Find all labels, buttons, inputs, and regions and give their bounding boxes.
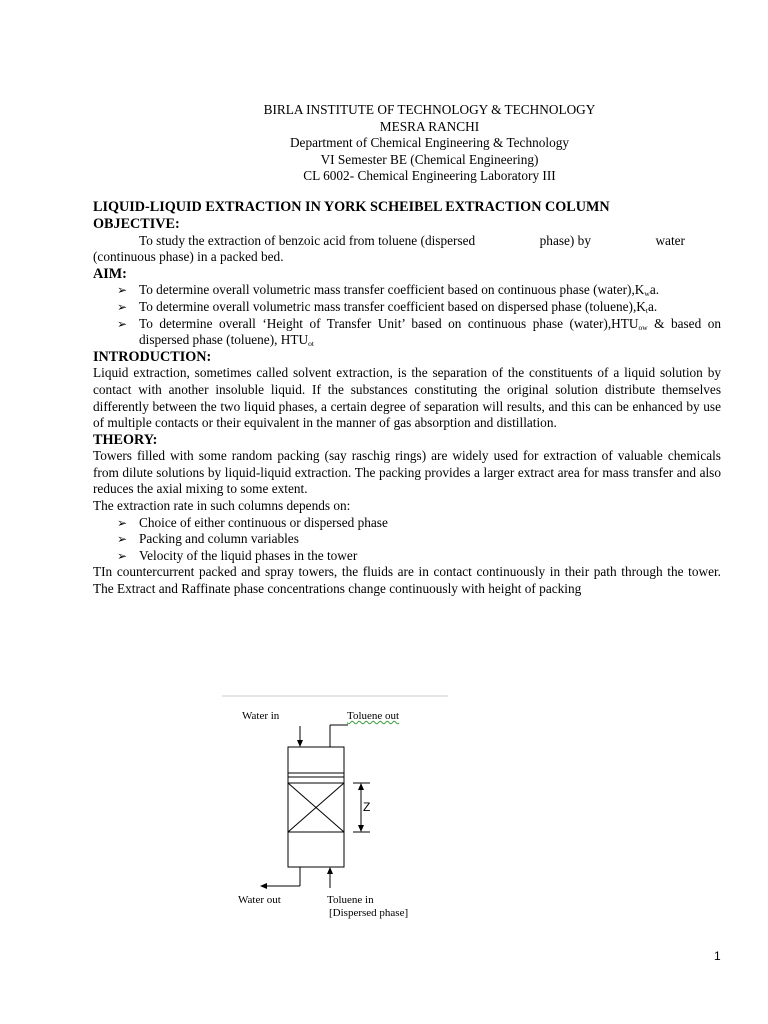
- toluene-in-arrow: [327, 867, 333, 874]
- theory-paragraph-2: The extraction rate in such columns depends on:: [93, 498, 351, 514]
- introduction-heading: INTRODUCTION:: [93, 348, 212, 365]
- header-semester: VI Semester BE (Chemical Engineering): [320, 151, 539, 167]
- aim-item: ➢ To determine overall volumetric mass transfer coefficient based on continuous phase $(water),K_wa$.: [117, 282, 660, 299]
- aim-item: ➢ To determine overall ‘Height of Transfer Unit’ based on continuous phase $(water),HTU_{ow}$ & based on dispersed phase (toluene), $HTU_{ot}$: [117, 315, 721, 349]
- theory-item: ➢ Velocity of the liquid phases in the tower: [117, 547, 358, 563]
- arrow-bullet-icon: ➢: [117, 283, 128, 298]
- theory-item: ➢ Choice of either continuous or dispersed phase: [117, 514, 388, 530]
- objective-text-part2: phase) by: [539, 232, 591, 248]
- theory-heading: THEORY:: [93, 431, 158, 448]
- theory-item: ➢ Packing and column variables: [117, 531, 299, 547]
- arrow-bullet-icon: ➢: [117, 515, 128, 530]
- header-course: CL 6002- Chemical Engineering Laboratory III: [303, 168, 556, 184]
- arrow-bullet-icon: ➢: [117, 316, 128, 331]
- aim-heading: AIM:: [93, 265, 127, 282]
- dim-arrow-up: [358, 783, 364, 790]
- objective-text-part3: water: [655, 232, 685, 248]
- theory-paragraph-1: Towers filled with some random packing (say raschig rings) are widely used for extraction of valuable chemicals from dilute solutions by liquid-liquid extraction. The packing provides a larger extract area for mass transfer and also reduces the axial mixing to some extent.: [93, 448, 721, 497]
- theory-paragraph-3: TIn countercurrent packed and spray towers, the fluids are in contact continuously in their path through the tower. The Extract and Raffinate phase concentrations change continuously with height of packing: [93, 564, 721, 597]
- arrow-bullet-icon: ➢: [117, 548, 128, 563]
- page-number: 1: [714, 949, 721, 963]
- water-out-arrow: [260, 883, 267, 889]
- water-in-arrow: [297, 740, 303, 747]
- aim-list: [93, 282, 721, 348]
- document-header: [138, 102, 721, 185]
- objective-line-2: (continuous phase) in a packed bed.: [93, 249, 284, 265]
- header-department: Department of Chemical Engineering & Technology: [289, 135, 570, 151]
- objective-line-1: [93, 233, 721, 250]
- dim-arrow-down: [358, 825, 364, 832]
- header-location: MESRA RANCHI: [379, 118, 480, 134]
- arrow-bullet-icon: ➢: [117, 299, 128, 314]
- packed-column-diagram: [220, 690, 460, 930]
- objective-heading: OBJECTIVE:: [93, 215, 180, 232]
- document-page: [93, 102, 721, 598]
- label-toluene-in: Toluene in: [327, 894, 374, 906]
- aim-item: ➢ To determine overall volumetric mass transfer coefficient based on dispersed phase $(toluene),K_ta$.: [117, 298, 658, 315]
- label-water-out: Water out: [238, 894, 281, 906]
- label-dispersed-phase: [Dispersed phase]: [329, 907, 409, 919]
- theory-list: [93, 515, 721, 565]
- objective-text-part1: To study the extraction of benzoic acid from toluene (dispersed: [139, 232, 476, 248]
- header-institute: BIRLA INSTITUTE OF TECHNOLOGY & TECHNOLOGY: [263, 102, 596, 117]
- arrow-bullet-icon: ➢: [117, 532, 128, 547]
- label-z: Z: [363, 800, 371, 814]
- document-title: LIQUID-LIQUID EXTRACTION IN YORK SCHEIBEL EXTRACTION COLUMN: [93, 198, 610, 215]
- label-water-in: Water in: [242, 710, 280, 722]
- label-toluene-out: Toluene out: [347, 710, 400, 722]
- introduction-text: Liquid extraction, sometimes called solvent extraction, is the separation of the constituents of a liquid solution by contact with another insoluble liquid. If the substances constituting the original solution distribute themselves differently between the two liquid phases, a certain degree of separation will results, and this can be enhanced by use of multiple contacts or their equivalent in the manner of gas absorption and distillation.: [93, 365, 721, 431]
